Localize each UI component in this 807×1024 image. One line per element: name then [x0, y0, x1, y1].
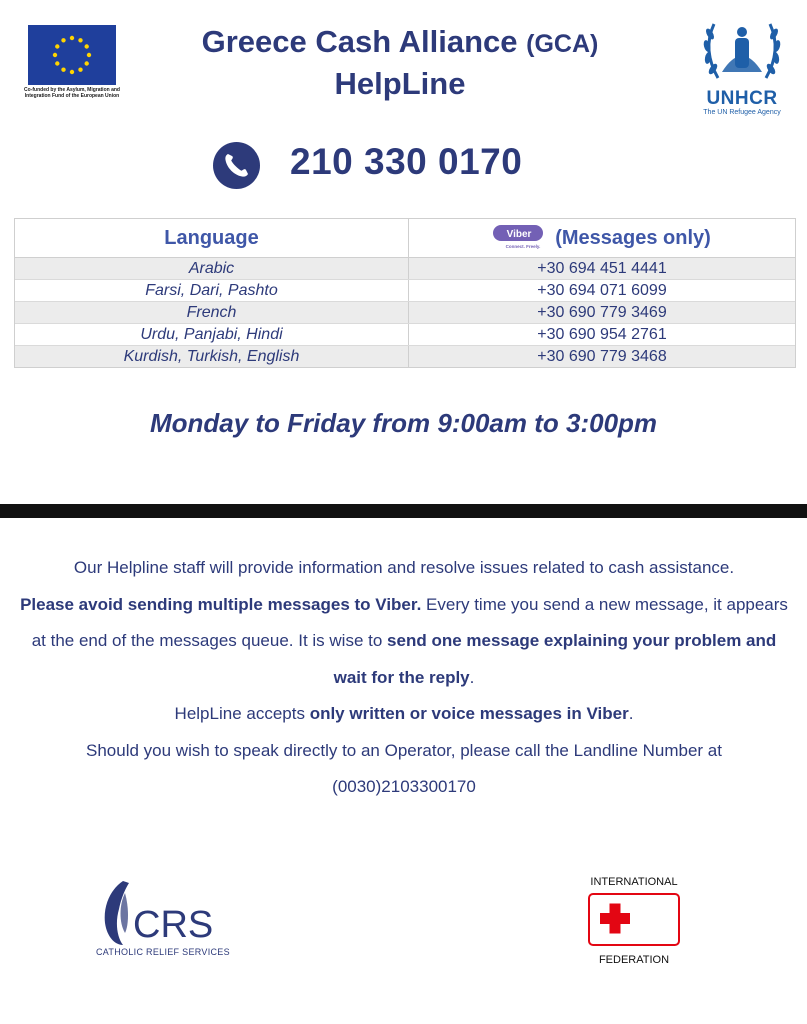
viber-number-cell[interactable]: +30 690 779 3469: [537, 304, 667, 321]
language-cell: French: [15, 302, 409, 323]
eu-stars-icon: [28, 25, 116, 85]
language-cell: Arabic: [15, 258, 409, 279]
language-cell: Farsi, Dari, Pashto: [15, 280, 409, 301]
ifrc-cross-crescent-icon: [588, 893, 680, 946]
viber-contacts-table: [14, 218, 796, 368]
info-bold-warning: Please avoid sending multiple messages to Viber.: [20, 594, 422, 614]
unhcr-laurel-icon: [696, 12, 788, 90]
viber-number-cell[interactable]: +30 690 954 2761: [537, 326, 667, 343]
viber-logo-icon: [493, 225, 543, 251]
ifrc-top-label: INTERNATIONAL: [590, 876, 678, 888]
info-bold-advice: send one message explaining your problem and wait for the reply: [333, 631, 777, 687]
info-text-accepts: HelpLine accepts: [174, 704, 310, 723]
table-row: [15, 280, 795, 302]
language-cell: Kurdish, Turkish, English: [15, 346, 409, 367]
table-row: [15, 346, 795, 367]
column-header-viber: [409, 219, 795, 257]
section-divider: [0, 504, 807, 518]
viber-number-cell[interactable]: +30 690 779 3468: [537, 348, 667, 365]
crs-letters: CRS: [133, 904, 214, 946]
eu-caption: Co-funded by the Asylum, Migration and Integration Fund of the European Union: [24, 87, 120, 99]
viber-number-cell[interactable]: +30 694 451 4441: [537, 260, 667, 277]
viber-badge-label: Viber: [506, 229, 532, 240]
unhcr-tagline: The UN Refugee Agency: [703, 109, 781, 116]
table-row: [15, 324, 795, 346]
ifrc-bottom-label: FEDERATION: [598, 954, 670, 966]
info-text-period-2: .: [628, 704, 634, 723]
table-row: [15, 258, 795, 280]
title-suffix: (GCA): [526, 30, 599, 58]
title-helpline: HelpLine: [334, 66, 466, 101]
viber-tagline: Connect. Freely.: [505, 244, 541, 249]
info-text-queue: Every time you send a new message, it appears at the end of the messages queue. It is wise to: [31, 594, 788, 650]
eu-flag-logo: [28, 25, 116, 85]
info-paragraph-2: [14, 587, 794, 697]
info-bold-accepts: only written or voice messages in Viber: [309, 704, 629, 723]
viber-number-cell[interactable]: +30 694 071 6099: [537, 282, 667, 299]
info-paragraph-4: Should you wish to speak directly to an Operator, please call the Landline Number at (0030)2103300170: [86, 740, 722, 796]
phone-icon: [213, 142, 260, 189]
title-main: Greece Cash Alliance: [201, 24, 518, 59]
info-paragraph-1: Our Helpline staff will provide information and resolve issues related to cash assistance.: [73, 558, 735, 577]
page-title: [140, 22, 660, 104]
language-cell: Urdu, Panjabi, Hindi: [15, 324, 409, 345]
opening-hours: Monday to Friday from 9:00am to 3:00pm: [149, 408, 658, 438]
unhcr-name: UNHCR: [706, 88, 778, 109]
info-text: [14, 550, 794, 806]
column-header-language: Language: [15, 219, 409, 257]
crs-caption: CATHOLIC RELIEF SERVICES: [96, 947, 230, 957]
helpline-phone-number[interactable]: 210 330 0170: [290, 141, 523, 182]
table-row: [15, 302, 795, 324]
info-paragraph-3: [14, 696, 794, 733]
info-text-period: .: [469, 667, 475, 687]
viber-messages-only-label: (Messages only): [555, 226, 711, 249]
table-header: [15, 219, 795, 258]
